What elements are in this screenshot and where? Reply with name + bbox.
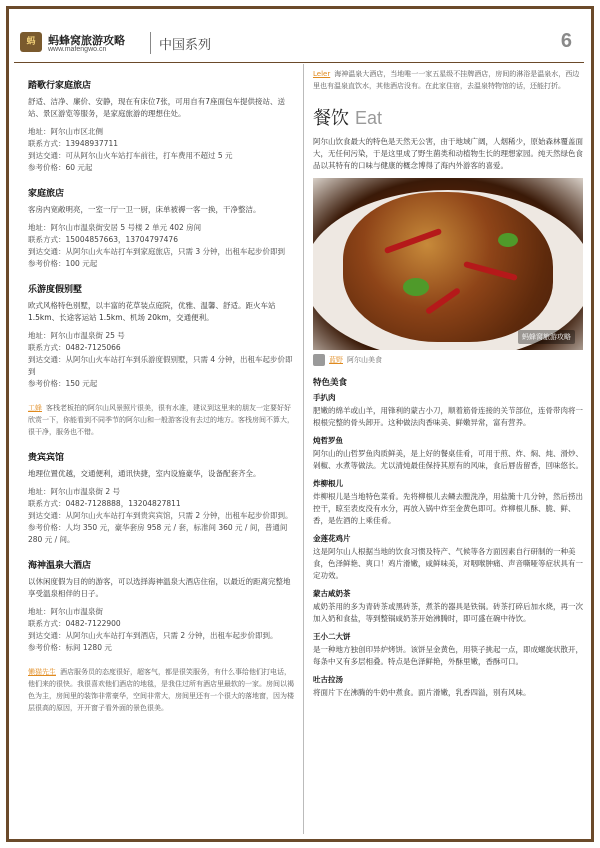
tip-text: 客栈老板拍的阿尔山风景照片很美，很有水准，建议到这里来的朋友一定要好好欣赏一下，你能看到不同季节的阿尔山和一般游客没有去过的地方。客栈房间不算大，很干净，服务也不错。 <box>28 404 294 436</box>
page-header <box>14 20 586 60</box>
dish-description: 是一种地方独创印异炉烤饼。该饼呈金黄色，用筷子挑起一点，即成螺旋状散开，每条中又有多层相叠。特点是色泽鲜艳，外酥里嫩，香酥可口。 <box>313 645 583 666</box>
tip-username-link[interactable]: 懒猫先生 <box>28 668 56 676</box>
food-shape <box>343 192 553 342</box>
hotel-price: 参考价格：150 元起 <box>28 379 98 388</box>
logo-url: www.mafengwo.cn <box>48 46 107 53</box>
hotel-price: 参考价格：100 元起 <box>28 259 98 268</box>
photo-watermark: 蚂蜂窝旅游攻略 <box>518 330 575 344</box>
hotel-contact: 联系方式：0482-7125066 <box>28 343 121 352</box>
dish-name: 蒙古咸奶茶 <box>313 589 351 598</box>
dish-description: 将面片下在沸腾的牛奶中煮食。面片滑嫩，乳香四溢，别有风味。 <box>313 688 531 697</box>
pepper-shape <box>498 233 518 247</box>
hotel-description: 客房内宽敞明亮，一室一厅一卫一厨，床单被褥一客一换，干净整洁。 <box>28 205 261 214</box>
column-divider <box>303 64 304 834</box>
hotel-name: 家庭旅店 <box>28 189 65 199</box>
left-column <box>28 78 294 726</box>
hotel-description: 舒适、洁净、廉价、安静，现在有床位7张，可用自有7座面包车提供接站、送站、景区游览等服务，是家庭旅游的理想住处。 <box>28 97 286 118</box>
dish-entry <box>313 392 583 429</box>
hotel-entry <box>28 558 294 654</box>
hotel-contact: 联系方式：13948937711 <box>28 139 118 148</box>
traveler-tip <box>28 402 294 438</box>
dish-description: 阿尔山的山哲罗鱼肉质鲜美，是上好的餐桌佳肴，可用于煎、炸、焖、炖、滑炒、剁椒、水煮等做法。尤以清炖最佳保持其原有的风味，食后唇齿留香，回味悠长。 <box>313 449 583 470</box>
hotel-price: 参考价格：人均 350 元，豪华套房 958 元 / 套，标准间 360 元 / 间，普通间 280 元 / 间。 <box>28 523 288 544</box>
dish-name: 炸柳根儿 <box>313 479 343 488</box>
hotel-address: 地址：阿尔山市温泉街安居 5 号楼 2 单元 402 房间 <box>28 223 202 232</box>
hotel-transport: 到达交通：从阿尔山火车站打车到乐游度假别墅，只需 4 分钟，出租车起步价即到 <box>28 355 293 376</box>
user-avatar-icon <box>313 354 325 366</box>
dish-name: 手扒肉 <box>313 393 336 402</box>
hotel-entry <box>28 282 294 390</box>
section-title-en: Eat <box>355 108 383 128</box>
dish-entry <box>313 533 583 582</box>
header-separator <box>150 32 151 54</box>
dish-name: 吐古拉汤 <box>313 675 343 684</box>
dish-entry <box>313 478 583 527</box>
hotel-address: 地址：阿尔山市温泉街 2 号 <box>28 487 121 496</box>
hotel-price: 参考价格：标间 1280 元 <box>28 643 112 652</box>
hotel-contact: 联系方式：15004857663，13704797476 <box>28 235 178 244</box>
hotel-transport: 到达交通：从阿尔山火车站打车到贵宾宾馆，只需 2 分钟，出租车起步价即到。 <box>28 511 293 520</box>
hotel-address: 地址：阿尔山市温泉街 25 号 <box>28 331 125 340</box>
hotel-description: 地理位置优越，交通便利，通讯快捷，室内设施豪华，设备配套齐全。 <box>28 469 261 478</box>
hotel-price: 参考价格：60 元起 <box>28 163 93 172</box>
dish-name: 炖哲罗鱼 <box>313 436 343 445</box>
tip-text: 酒店服务员的态度很好，超客气，都是很笑服务，有什么事给他们打电话，他们来的很快。我很喜欢他们酒店的地毯，是我住过所有酒店里最软的一家。房间以褐色为主，房间里的装饰非常豪华，空间非常大，房间里还有一个很大的落地窗，因为楼层很高的原因，开开窗子看外面的景色很美。 <box>28 668 294 712</box>
hotel-address: 地址：阿尔山市区北侧 <box>28 127 103 136</box>
specialties-title: 特色美食 <box>313 378 348 388</box>
header-rule <box>14 62 584 63</box>
dish-entry <box>313 435 583 472</box>
hotel-contact: 联系方式：0482-7122900 <box>28 619 121 628</box>
dish-entry <box>313 588 583 625</box>
hotel-name: 贵宾宾馆 <box>28 453 65 463</box>
tip-username-link[interactable]: Leler <box>313 70 331 78</box>
credit-caption: 阿尔山美食 <box>347 356 382 364</box>
dish-entry <box>313 631 583 668</box>
hotel-address: 地址：阿尔山市温泉街 <box>28 607 103 616</box>
dish-name: 王小二大饼 <box>313 632 351 641</box>
credit-username-link[interactable]: 蓝野 <box>329 356 343 364</box>
traveler-tip <box>28 666 294 714</box>
hotel-description: 欧式风格特色别墅，以丰富的花草装点庭院，优雅、温馨、舒适。距火车站 1.5km、长途客运站 1.5km、机场 20km，交通便利。 <box>28 301 276 322</box>
hotel-transport: 到达交通：从阿尔山火车站打车到酒店，只需 2 分钟，出租车起步价即到。 <box>28 631 278 640</box>
hotel-name: 踏歌行家庭旅店 <box>28 81 92 91</box>
food-photo <box>313 178 583 350</box>
dish-description: 咸奶茶用的多为青砖茶或黑砖茶，煮茶的器具是铁锅。砖茶打碎后加水烧，再一次加入奶和食盐，等到整锅咸奶茶开始沸腾时，即可盛在碗中待饮。 <box>313 602 583 623</box>
hotel-contact: 联系方式：0482-7128888，13204827811 <box>28 499 181 508</box>
pepper-shape <box>403 278 429 296</box>
section-heading-eat <box>313 104 583 130</box>
hotel-transport: 到达交通：从阿尔山火车站打车到家庭旅店，只需 3 分钟，出租车起步价即到 <box>28 247 286 256</box>
series-title: 中国系列 <box>159 38 212 53</box>
dish-description: 这是阿尔山人根据当地的饮食习惯及特产、气候等各方面因素自行研制的一种美食，色泽鲜艳、爽口！鸡片滑嫩，咸鲜味美，对咽喉肿痛、声音嘶哑等症状具有一定功效。 <box>313 547 583 580</box>
hotel-transport: 到达交通：可从阿尔山火车站打车前往，打车费用不超过 5 元 <box>28 151 233 160</box>
hotel-name: 海神温泉大酒店 <box>28 561 92 571</box>
page-number: 6 <box>560 30 572 52</box>
hotel-entry <box>28 450 294 546</box>
section-title-cn: 餐饮 <box>313 108 349 129</box>
hotel-name: 乐游度假别墅 <box>28 285 83 295</box>
traveler-tip <box>313 68 583 92</box>
hotel-description: 以休闲度假为目的的游客，可以选择海神温泉大酒店住宿，以最近的距离完整地享受温泉相伴的日子。 <box>28 577 291 598</box>
mafengwo-logo-icon: 蚂 <box>20 32 42 52</box>
dish-description: 肥嫩的绵羊或山羊，用锋利的蒙古小刀，顺着筋骨连接的关节部位，连骨带肉将一根根完整的骨头卸开。这种做法肉香味美、鲜嫩异常，富有营养。 <box>313 406 583 427</box>
hotel-entry <box>28 78 294 174</box>
tip-username-link[interactable]: 工蜂 <box>28 404 42 412</box>
photo-credit <box>313 354 583 366</box>
right-column <box>313 68 583 705</box>
eat-description: 阿尔山饮食最大的特色是天然无公害，由于地域广阔，人烟稀少，原始森林覆盖面大，无任何污染，于是这里成了野生菌类和动植物生长的理想家园。纯天然绿色食品以其特有的口味与健康的概念博得了海内外游客的喜爱。 <box>313 137 583 170</box>
hotel-entry <box>28 186 294 270</box>
dish-entry <box>313 674 583 699</box>
dish-name: 金莲花鸡片 <box>313 534 351 543</box>
tip-text: 海神温泉大酒店，当地唯一一家五星级不挂牌酒店，房间的淋浴是温泉水，西边里也有温泉直饮水，其他酒店没有。在此家住宿，去温泉特物馆的话，还能打折。 <box>313 70 580 90</box>
dish-description: 炸柳根儿是当地特色菜肴。先将柳根儿去鳞去膛洗净，用盐腌十几分钟，然后捞出控干，晾至表皮没有水分，再放入锅中炸至金黄色即可。炸柳根儿酥、脆、鲜、香，是佐酒的上乘佳肴。 <box>313 492 583 525</box>
logo-title: 蚂蜂窝旅游攻略 <box>48 34 125 47</box>
